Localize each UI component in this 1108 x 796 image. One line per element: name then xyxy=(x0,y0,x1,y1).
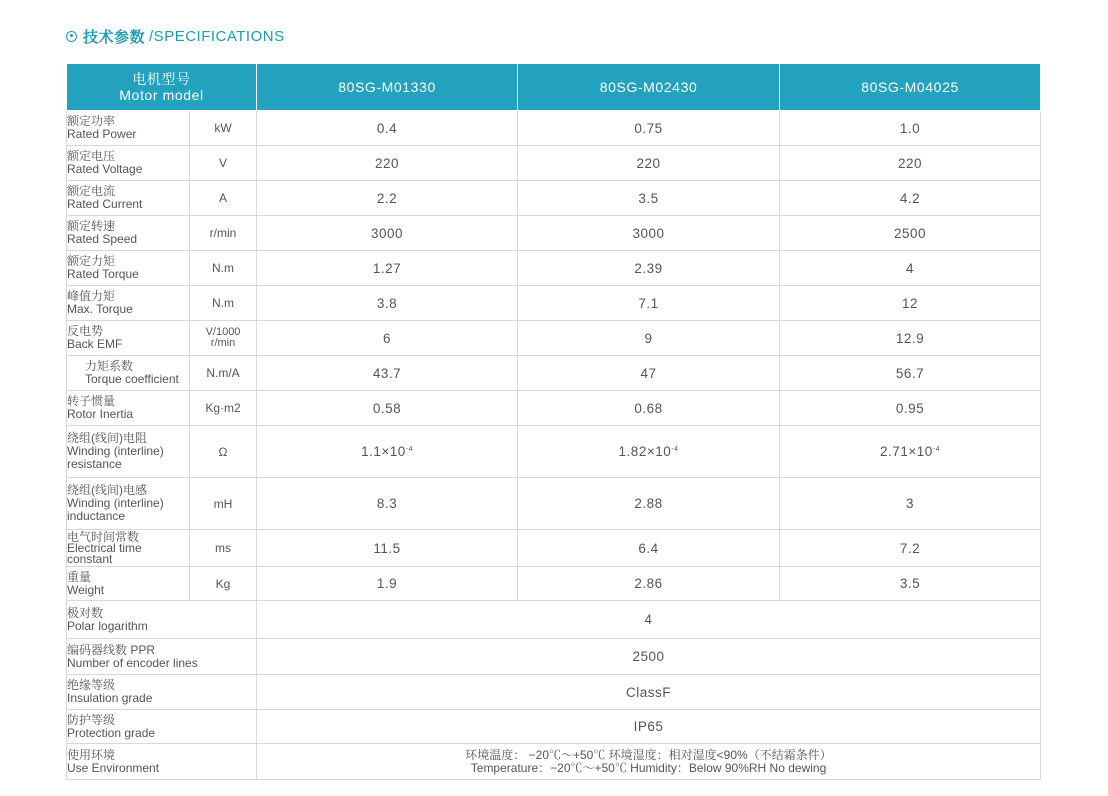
param-unit: Kg xyxy=(190,567,257,601)
value-cell: 7.1 xyxy=(518,286,780,321)
param-cn: 防护等级 xyxy=(67,712,116,727)
value-cell: 0.4 xyxy=(257,111,518,146)
param-unit: r/min xyxy=(190,216,257,251)
value-cell: 8.3 xyxy=(257,478,518,530)
param-en: Winding (interline) xyxy=(67,496,164,510)
value-cell: 11.5 xyxy=(257,530,518,567)
table-row xyxy=(67,181,1041,216)
unit-line-2: r/min xyxy=(210,337,236,349)
value-cell: 6 xyxy=(257,321,518,356)
value-cell: 43.7 xyxy=(257,356,518,391)
value-cell: 9 xyxy=(518,321,780,356)
table-row xyxy=(67,710,1041,744)
table-row xyxy=(67,744,1041,780)
unit-line-1: V/1000 xyxy=(205,326,241,338)
table-row xyxy=(67,675,1041,710)
param-en: Number of encoder lines xyxy=(67,655,198,670)
param-cn: 使用环境 xyxy=(67,747,116,762)
param-unit: N.m xyxy=(190,251,257,286)
param-unit: Ω xyxy=(190,426,257,478)
param-en-2: inductance xyxy=(67,509,126,523)
environment-value-cell xyxy=(257,744,1041,780)
param-en: Use Environment xyxy=(67,760,160,775)
param-label xyxy=(67,356,190,391)
value-cell: 1.9 xyxy=(257,567,518,601)
param-unit: N.m/A xyxy=(190,356,257,391)
value-cell: 0.95 xyxy=(780,391,1041,426)
table-row xyxy=(67,601,1041,639)
table-row xyxy=(67,478,1041,530)
param-unit: kW xyxy=(190,111,257,146)
param-cn: 力矩系数 xyxy=(85,359,134,373)
param-label xyxy=(67,216,190,251)
param-cn: 峰值力矩 xyxy=(67,289,116,303)
value-cell: 56.7 xyxy=(780,356,1041,391)
param-label xyxy=(67,111,190,146)
param-label xyxy=(67,426,190,478)
param-label xyxy=(67,601,257,639)
value-mantissa: 1.82×10 xyxy=(618,444,672,459)
param-cn: 绝缘等级 xyxy=(67,678,116,692)
param-unit: ms xyxy=(190,530,257,567)
param-unit xyxy=(190,321,257,356)
table-header-row xyxy=(67,64,1041,111)
param-cn: 额定电压 xyxy=(67,149,116,163)
param-label xyxy=(67,639,257,675)
param-cn: 重量 xyxy=(67,569,92,584)
param-cn: 编码器线数 PPR xyxy=(67,642,156,657)
param-cn: 极对数 xyxy=(67,605,104,620)
model-column-2: 80SG-M02430 xyxy=(518,64,780,111)
environment-line-cn: 环境温度： −20℃～+50℃ 环境湿度：相对湿度<90%（不结霜条件） xyxy=(465,747,832,762)
param-en: Rated Torque xyxy=(67,267,139,281)
value-cell: 3.5 xyxy=(780,567,1041,601)
value-mantissa: 2.71×10 xyxy=(880,444,933,459)
heading-en: /SPECIFICATIONS xyxy=(149,27,285,45)
value-cell: 6.4 xyxy=(518,530,780,567)
param-unit: mH xyxy=(190,478,257,530)
value-exponent: -4 xyxy=(405,446,413,453)
table-row xyxy=(67,251,1041,286)
param-cn: 额定力矩 xyxy=(67,254,116,268)
table-row xyxy=(67,286,1041,321)
value-cell xyxy=(780,426,1041,478)
model-column-1: 80SG-M01330 xyxy=(257,64,518,111)
param-unit: N.m xyxy=(190,286,257,321)
param-en: Protection grade xyxy=(67,725,156,740)
param-en: Torque coefficient xyxy=(85,372,179,386)
value-cell: 220 xyxy=(780,146,1041,181)
value-cell xyxy=(257,426,518,478)
value-cell: 0.75 xyxy=(518,111,780,146)
value-cell: 47 xyxy=(518,356,780,391)
value-cell: 3000 xyxy=(257,216,518,251)
param-en: Max. Torque xyxy=(67,302,133,316)
model-column-3: 80SG-M04025 xyxy=(780,64,1041,111)
param-en: Weight xyxy=(67,582,105,597)
shared-value-cell: 2500 xyxy=(257,639,1041,675)
table-row xyxy=(67,426,1041,478)
param-label xyxy=(67,675,257,710)
environment-line-en: Temperature：−20℃～+50℃ Humidity：Below 90%RH No dewing xyxy=(470,760,827,775)
param-en: Rated Power xyxy=(67,127,137,141)
value-cell: 1.0 xyxy=(780,111,1041,146)
value-cell: 2.2 xyxy=(257,181,518,216)
param-cn: 转子惯量 xyxy=(67,394,116,408)
section-heading xyxy=(66,24,285,48)
param-cn: 电气时间常数 xyxy=(67,529,140,544)
value-cell xyxy=(518,426,780,478)
table-row xyxy=(67,530,1041,567)
shared-value-cell: 4 xyxy=(257,601,1041,639)
param-cn: 额定电流 xyxy=(67,184,116,198)
param-label xyxy=(67,251,190,286)
value-cell: 3.8 xyxy=(257,286,518,321)
value-cell: 2500 xyxy=(780,216,1041,251)
value-cell: 220 xyxy=(257,146,518,181)
table-row xyxy=(67,391,1041,426)
param-en: Insulation grade xyxy=(67,691,153,705)
table-row xyxy=(67,146,1041,181)
param-cn: 额定转速 xyxy=(67,219,116,233)
param-cn: 绕组(线间)电感 xyxy=(67,483,147,497)
motor-model-cn: 电机型号 xyxy=(132,71,191,87)
param-label xyxy=(67,146,190,181)
param-cn: 反电势 xyxy=(67,324,104,338)
value-cell: 1.27 xyxy=(257,251,518,286)
param-cn: 绕组(线间)电阻 xyxy=(67,431,147,445)
value-cell: 2.39 xyxy=(518,251,780,286)
param-label xyxy=(67,478,190,530)
param-label xyxy=(67,530,190,567)
motor-model-header xyxy=(67,64,257,111)
value-cell: 3 xyxy=(780,478,1041,530)
value-cell: 4.2 xyxy=(780,181,1041,216)
param-label xyxy=(67,710,257,744)
value-cell: 0.68 xyxy=(518,391,780,426)
value-cell: 3.5 xyxy=(518,181,780,216)
value-cell: 3000 xyxy=(518,216,780,251)
shared-value-cell: IP65 xyxy=(257,710,1041,744)
table-row xyxy=(67,216,1041,251)
heading-cn: 技术参数 xyxy=(83,27,146,46)
motor-model-en: Motor model xyxy=(119,87,204,103)
shared-value-cell: ClassF xyxy=(257,675,1041,710)
param-en: Rated Speed xyxy=(67,232,138,246)
table-row xyxy=(67,639,1041,675)
target-circle-icon xyxy=(66,31,77,42)
value-cell: 0.58 xyxy=(257,391,518,426)
param-en: Electrical time xyxy=(67,540,142,555)
param-en-2: resistance xyxy=(67,457,122,471)
value-mantissa: 1.1×10 xyxy=(361,444,406,459)
value-exponent: -4 xyxy=(671,446,679,453)
param-unit: A xyxy=(190,181,257,216)
param-en: Back EMF xyxy=(67,337,123,351)
value-cell: 2.88 xyxy=(518,478,780,530)
param-label xyxy=(67,181,190,216)
param-en: Rated Voltage xyxy=(67,162,143,176)
param-unit: V xyxy=(190,146,257,181)
value-exponent: -4 xyxy=(932,446,940,453)
value-cell: 7.2 xyxy=(780,530,1041,567)
param-en-2: constant xyxy=(67,551,113,566)
param-label xyxy=(67,391,190,426)
table-row xyxy=(67,356,1041,391)
value-cell: 2.86 xyxy=(518,567,780,601)
param-cn: 额定功率 xyxy=(67,114,116,128)
param-unit: Kg·m2 xyxy=(190,391,257,426)
value-cell: 12 xyxy=(780,286,1041,321)
param-en: Polar logarithm xyxy=(67,618,148,633)
table-row xyxy=(67,321,1041,356)
param-en: Rotor Inertia xyxy=(67,407,134,421)
param-label xyxy=(67,321,190,356)
param-label xyxy=(67,567,190,601)
param-en: Rated Current xyxy=(67,197,143,211)
value-cell: 220 xyxy=(518,146,780,181)
value-cell: 4 xyxy=(780,251,1041,286)
table-row xyxy=(67,567,1041,601)
table-row xyxy=(67,111,1041,146)
param-label xyxy=(67,744,257,780)
value-cell: 12.9 xyxy=(780,321,1041,356)
specifications-table xyxy=(66,63,1041,780)
param-en: Winding (interline) xyxy=(67,444,164,458)
param-label xyxy=(67,286,190,321)
